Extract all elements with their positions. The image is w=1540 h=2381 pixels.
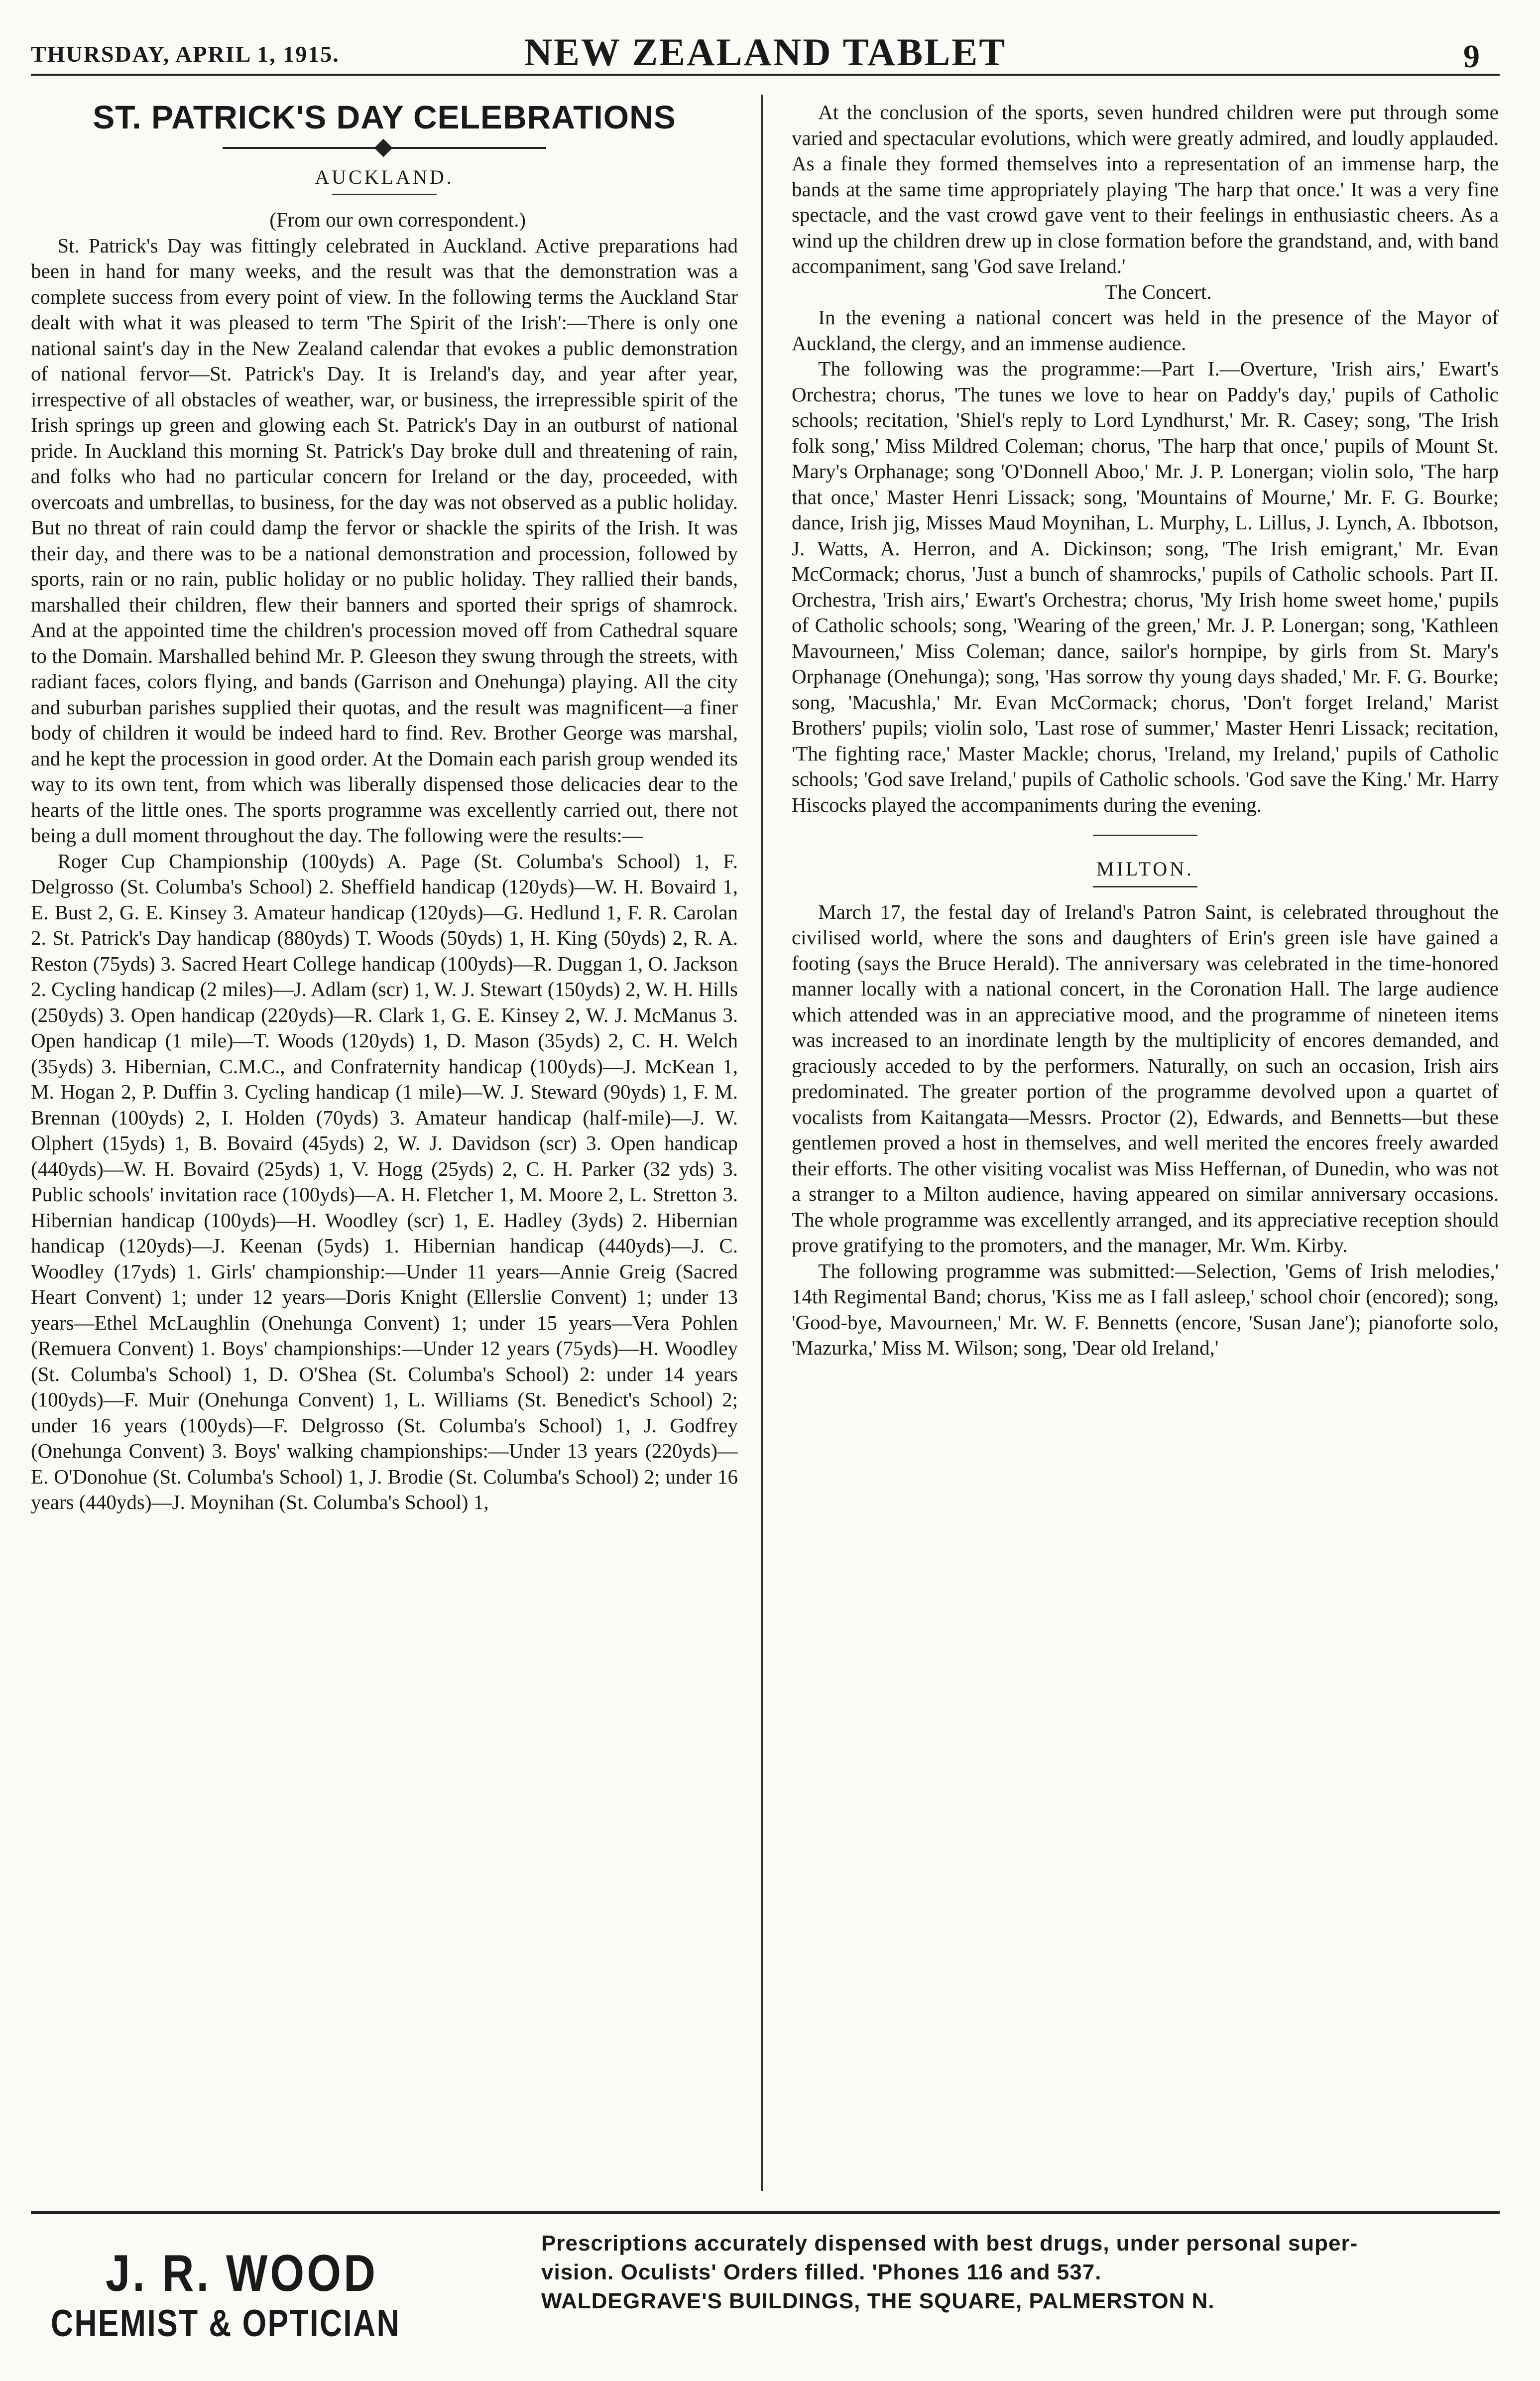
issue-date: THURSDAY, APRIL 1, 1915. (31, 41, 340, 67)
advert-line: Prescriptions accurately dispensed with best drugs, under personal super- (541, 2231, 1358, 2256)
auckland-heading: AUCKLAND. (315, 165, 454, 188)
milton-heading: MILTON. (1096, 858, 1194, 880)
right-column (792, 100, 1499, 1361)
milton-paragraph: March 17, the festal day of Ireland's Patron Saint, is celebrated throughout the civilised world, where the sons and daughters of Erin's green isle have gained a footing (says the Bruce Herald). The anniversary was celebrated in the time-honored manner locally with a national concert, in the Coronation Hall. The large audience which attended was in an appreciative mood, and the programme of nineteen items was increased to an inordinate length by the multiplicity of encores demanded, and graciously acceded to by the performers. Naturally, on such an occasion, Irish airs predominated. The greater portion of the programme devolved upon a quartet of vocalists from Kaitangata—Messrs. Proctor (2), Edwards, and Bennetts—but these gentlemen proved a host in themselves, and well merited the encores freely awarded their efforts. The other visiting vocalist was Miss Heffernan, of Dunedin, who was not a stranger to a Milton audience, having appeared on similar anniversary occasions. The whole programme was excellently arranged, and its appreciative reception should prove gratifying to the promoters, and the manager, Mr. Wm. Kirby. (792, 900, 1499, 1256)
ornament-divider (223, 144, 546, 151)
milton-programme: The following programme was submitted:—Selection, 'Gems of Irish melodies,' 14th Regimental Band; chorus, 'Kiss me as I fall asleep,' school choir (encored); song, 'Good-bye, Mavourneen,' Mr. W. F. Bennetts (encore, 'Susan Jane'); pianoforte solo, 'Mazurka,' Miss M. Wilson; song, 'Dear old Ireland,' (792, 1259, 1499, 1359)
advert-address: WALDEGRAVE'S BUILDINGS, THE SQUARE, PALMERSTON N. (541, 2289, 1215, 2313)
column-divider (761, 95, 763, 2191)
newspaper-title: NEW ZEALAND TABLET (524, 30, 1007, 74)
left-column (31, 100, 738, 1515)
page-number: 9 (1463, 38, 1480, 75)
auckland-paragraph: St. Patrick's Day was fittingly celebrated in Auckland. Active preparations had been in hand for many weeks, and the result was that the demonstration was a complete success from every point of view. In the following terms the Auckland Star dealt with what it was pleased to term 'The Spirit of the Irish':—There is only one national saint's day in the New Zealand calendar that evokes a public demonstration of national fervor—St. Patrick's Day. It is Ireland's day, and year after year, irrespective of all obstacles of weather, war, or business, the irrepressible spirit of the Irish springs up green and glowing each St. Patrick's Day in an outburst of national pride. In Auckland this morning St. Patrick's Day broke dull and threatening of rain, and folks who had no particular concern for Ireland or the day, proceeded, with overcoats and umbrellas, to business, for the day was not observed as a public holiday. But no threat of rain could damp the fervor or shackle the spirits of the Irish. It was their day, and there was to be a national demonstration and procession, followed by sports, rain or no rain, public holiday or no public holiday. They rallied their bands, marshalled their children, flew their banners and sported their sprigs of shamrock. And at the appointed time the children's procession moved off from Cathedral square to the Domain. Marshalled behind Mr. P. Gleeson they swung through the streets, with radiant faces, colors flying, and bands (Garrison and Onehunga) playing. All the city and suburban parishes supplied their quotas, and the result was magnificent—a finer body of children it would be indeed hard to find. Rev. Brother George was marshal, and he kept the procession in good order. At the Domain each parish group wended its way to its own tent, from which was liberally dispensed those delicacies dear to the hearts of the little ones. The sports programme was excellently carried out, there not being a dull moment throughout the day. The following were the results:— (31, 234, 738, 847)
article-headline: ST. PATRICK'S DAY CELEBRATIONS (93, 99, 676, 135)
closing-sports-paragraph: At the conclusion of the sports, seven hundred children were put through some varied and spectacular evolutions, which were greatly admired, and loudly applauded. As a finale they formed themselves into a representation of an immense harp, the bands at the same time appropriately playing 'The harp that once.' It was a very fine spectacle, and the vast crowd gave vent to their feelings in enthusiastic cheers. As a wind up the children drew up in close formation before the grandstand, and, with band accompaniment, sang 'God save Ireland.' (792, 101, 1499, 277)
advert-line: vision. Oculists' Orders filled. 'Phones 116 and 537. (541, 2260, 1102, 2284)
advertiser-name: J. R. WOOD (106, 2245, 378, 2302)
advertisement (31, 2211, 1500, 2364)
correspondent-byline: (From our own correspondent.) (269, 208, 526, 231)
heading-rule (332, 194, 437, 195)
sports-results: Roger Cup Championship (100yds) A. Page (St. Columba's School) 1, F. Delgrosso (St. Columba's School) 2. Sheffield handicap (120yds)—W. H. Bovaird 1, E. Bust 2, G. E. Kinsey 3. Amateur handicap (120yds)—G. Hedlund 1, F. R. Carolan 2. St. Patrick's Day handicap (880yds) T. Woods (50yds) 1, H. King (50yds) 2, R. A. Reston (75yds) 3. Sacred Heart College handicap (100yds)—R. Duggan 1, O. Jackson 2. Cycling handicap (2 miles)—J. Adlam (scr) 1, W. J. Stewart (150yds) 2, W. H. Hills (250yds) 3. Open handicap (220yds)—R. Clark 1, G. E. Kinsey 2, W. J. McManus 3. Open handicap (1 mile)—T. Woods (120yds) 1, D. Mason (35yds) 2, C. H. Welch (35yds) 3. Hibernian, C.M.C., and Confraternity handicap (100yds)—J. McKean 1, M. Hogan 2, P. Duffin 3. Cycling handicap (1 mile)—W. J. Steward (90yds) 1, F. M. Brennan (100yds) 2, I. Holden (70yds) 3. Amateur handicap (half-mile)—J. W. Olphert (15yds) 1, B. Bovaird (45yds) 2, W. J. Davidson (scr) 3. Open handicap (440yds)—W. H. Bovaird (25yds) 1, V. Hogg (25yds) 2, C. H. Parker (32 yds) 3. Public schools' invitation race (100yds)—A. H. Fletcher 1, M. Moore 2, L. Stretton 3. Hibernian handicap (100yds)—H. Woodley (scr) 1, E. Hadley (3yds) 2. Hibernian handicap (120yds)—J. Keenan (5yds) 1. Hibernian handicap (440yds)—J. C. Woodley (17yds) 1. Girls' championship:—Under 11 years—Annie Greig (Sacred Heart Convent) 1; under 12 years—Doris Knight (Ellerslie Convent) 1; under 13 years—Ethel McLaughlin (Onehunga Convent) 1; under 15 years—Vera Pohlen (Remuera Convent) 1. Boys' championships:—Under 12 years (75yds)—H. Woodley (St. Columba's School) 1, D. O'Shea (St. Columba's School) 2: under 14 years (100yds)—F. Muir (Onehunga Convent) 1, L. Williams (St. Benedict's School) 2; under 16 years (100yds)—F. Delgrosso (St. Columba's School) 1, J. Godfrey (Onehunga Convent) 3. Boys' walking championships:—Under 13 years (220yds)—E. O'Donohue (St. Columba's School) 1, J. Brodie (St. Columba's School) 2; under 16 years (440yds)—J. Moynihan (St. Columba's School) 1, (31, 849, 738, 1513)
heading-rule (1093, 886, 1197, 887)
concert-subheading: The Concert. (1105, 280, 1212, 303)
masthead (31, 28, 1500, 76)
advertiser-trade: CHEMIST & OPTICIAN (51, 2302, 401, 2345)
advert-text (541, 2229, 1487, 2316)
section-rule (1093, 835, 1197, 836)
concert-programme: The following was the programme:—Part I.—Overture, 'Irish airs,' Ewart's Orchestra; chorus, 'The tunes we love to hear on Paddy's day,' pupils of Catholic schools; recitation, 'Shiel's reply to Lord Lyndhurst,' Mr. R. Casey; song, 'The Irish folk song,' Miss Mildred Coleman; chorus, 'The harp that once,' pupils of Mount St. Mary's Orphanage; song 'O'Donnell Aboo,' Mr. J. P. Lonergan; violin solo, 'The harp that once,' Master Henri Lissack; song, 'Mountains of Mourne,' Mr. F. G. Bourke; dance, Irish jig, Misses Maud Moynihan, L. Murphy, L. Lillus, J. Lynch, A. Ibbotson, J. Watts, A. Herron, and A. Dickinson; song, 'The Irish emigrant,' Mr. Evan McCormack; chorus, 'Just a bunch of shamrocks,' pupils of Catholic schools. Part II. Orchestra, 'Irish airs,' Ewart's Orchestra; chorus, 'My Irish home sweet home,' pupils of Catholic schools; song, 'Wearing of the green,' Mr. J. P. Lonergan; song, 'Kathleen Mavourneen,' Miss Coleman; dance, sailor's hornpipe, by girls from St. Mary's Orphanage (Onehunga); song, 'Has sorrow thy young days shaded,' Mr. F. G. Bourke; song, 'Macushla,' Mr. Evan McCormack; chorus, 'Don't forget Ireland,' Marist Brothers' pupils; violin solo, 'Last rose of summer,' Master Henri Lissack; recitation, 'The fighting race,' Master Mackle; chorus, 'Ireland, my Ireland,' pupils of Catholic schools; 'God save Ireland,' pupils of Catholic schools. 'God save the King.' Mr. Harry Hiscocks played the accompaniments during the evening. (792, 357, 1499, 816)
concert-paragraph: In the evening a national concert was held in the presence of the Mayor of Auckland, the clergy, and an immense audience. (792, 306, 1499, 355)
